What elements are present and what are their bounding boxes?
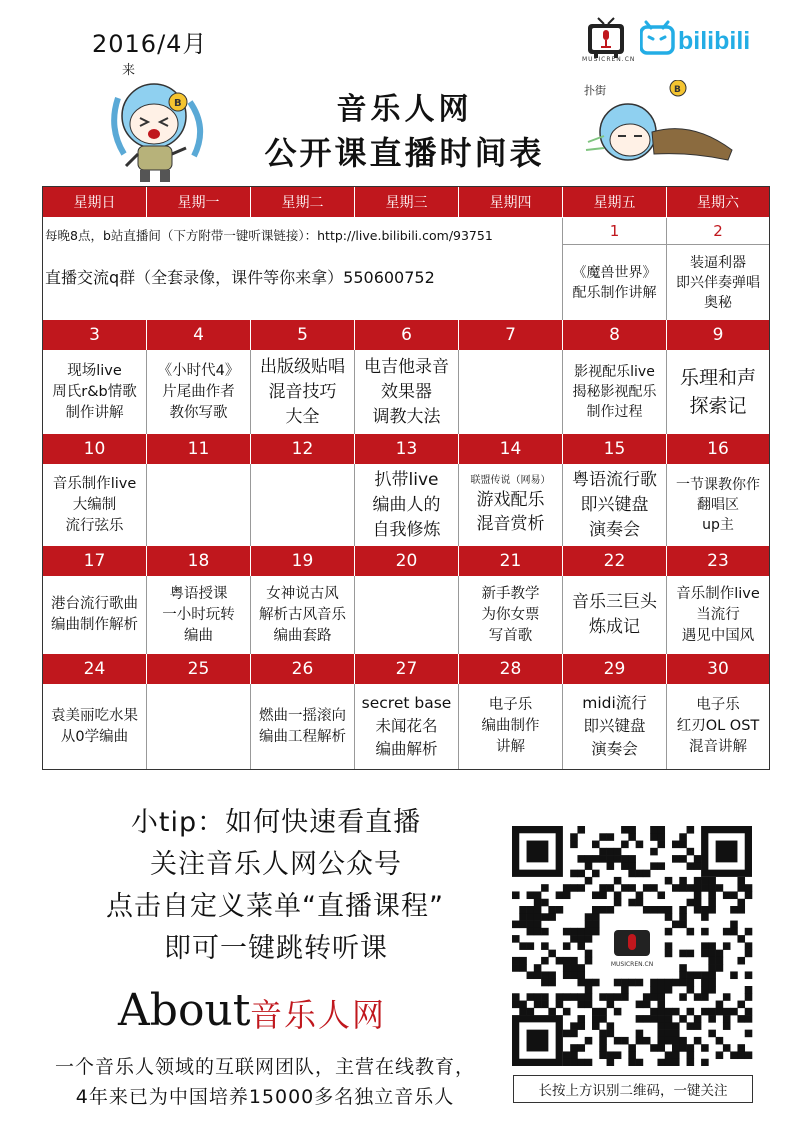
day-number: 11 <box>147 434 251 464</box>
event-cell: 港台流行歌曲 编曲制作解析 <box>43 576 147 654</box>
tv-logo-caption: MUSICREN.CN <box>582 56 636 63</box>
weekday-monday: 星期一 <box>147 187 251 217</box>
tip-line-2: 关注音乐人网公众号 <box>150 849 402 880</box>
weekday-thursday: 星期四 <box>459 187 563 217</box>
day-number: 13 <box>355 434 459 464</box>
about-label: About <box>118 985 251 1036</box>
event-cell: midi流行 即兴键盘 演奏会 <box>563 684 667 769</box>
event-cell: 影视配乐live 揭秘影视配乐 制作过程 <box>563 350 667 434</box>
qq-group-info: 直播交流q群（全套录像，课件等你来拿）550600752 <box>45 268 435 287</box>
event-cell: 粤语授课 一小时玩转 编曲 <box>147 576 251 654</box>
weekday-friday: 星期五 <box>563 187 667 217</box>
event-cell: 音乐三巨头 炼成记 <box>563 576 667 654</box>
qr-finder-pattern <box>512 1015 563 1066</box>
day-number: 24 <box>43 654 147 684</box>
weekday-sunday: 星期日 <box>43 187 147 217</box>
live-info-block <box>43 218 563 320</box>
svg-text:bilibili: bilibili <box>678 27 750 55</box>
event-cell: 新手教学 为你女票 写首歌 <box>459 576 563 654</box>
live-schedule-calendar <box>42 186 770 770</box>
event-cell <box>251 464 355 546</box>
qr-finder-pattern <box>512 826 563 877</box>
event-cell: 燃曲一摇滚向 编曲工程解析 <box>251 684 355 769</box>
event-cell: 出版级贴唱 混音技巧 大全 <box>251 350 355 434</box>
day-number: 10 <box>43 434 147 464</box>
bilibili-logo <box>640 18 750 56</box>
schedule-date: 2016/4月 <box>92 30 208 58</box>
event-note: 联盟传说（网易） <box>470 475 551 486</box>
day-number: 3 <box>43 320 147 350</box>
tip-line-3: 点击自定义菜单“直播课程” <box>106 891 444 922</box>
day-number: 1 <box>563 218 667 244</box>
event-cell: 粤语流行歌 即兴键盘 演奏会 <box>563 464 667 546</box>
event-cell <box>459 464 563 546</box>
tip-line-1: 小tip：如何快速看直播 <box>130 807 422 838</box>
event-cell: 袁美丽吃水果 从0学编曲 <box>43 684 147 769</box>
event-cell: 《小时代4》 片尾曲作者 教你写歌 <box>147 350 251 434</box>
wechat-qr-code[interactable] <box>512 826 754 1066</box>
event-cell: 《魔兽世界》 配乐制作讲解 <box>563 245 667 320</box>
weekday-tuesday: 星期二 <box>251 187 355 217</box>
event-cell <box>147 464 251 546</box>
svg-text:B: B <box>174 98 182 109</box>
day-number: 17 <box>43 546 147 576</box>
schedule-title: 公开课直播时间表 <box>264 134 545 172</box>
event-cell: 音乐制作live 大编制 流行弦乐 <box>43 464 147 546</box>
qr-center-caption: MUSICREN.CN <box>610 961 654 968</box>
day-number: 23 <box>667 546 769 576</box>
day-number: 8 <box>563 320 667 350</box>
event-cell: 电吉他录音 效果器 调教大法 <box>355 350 459 434</box>
brand-title: 音乐人网 <box>336 92 473 127</box>
day-number: 5 <box>251 320 355 350</box>
day-number: 29 <box>563 654 667 684</box>
qr-finder-pattern <box>701 826 752 877</box>
about-desc-2: 4年来已为中国培养15000多名独立音乐人 <box>75 1086 455 1108</box>
day-number: 30 <box>667 654 769 684</box>
weekday-saturday: 星期六 <box>667 187 769 217</box>
day-number: 28 <box>459 654 563 684</box>
svg-text:扑街: 扑街 <box>584 84 606 97</box>
day-number: 19 <box>251 546 355 576</box>
day-number: 16 <box>667 434 769 464</box>
event-cell <box>147 684 251 769</box>
day-number: 7 <box>459 320 563 350</box>
day-number: 21 <box>459 546 563 576</box>
event-cell: secret base 未闻花名 编曲解析 <box>355 684 459 769</box>
tip-line-4: 即可一键跳转听课 <box>164 933 388 964</box>
about-desc-1: 一个音乐人领域的互联网团队，主营在线教育， <box>54 1056 475 1078</box>
day-number: 4 <box>147 320 251 350</box>
event-cell: 乐理和声 探索记 <box>667 350 769 434</box>
day-number: 22 <box>563 546 667 576</box>
musicren-tv-logo-icon <box>586 16 626 60</box>
day-number: 15 <box>563 434 667 464</box>
event-cell: 音乐制作live 当流行 遇见中国风 <box>667 576 769 654</box>
event-cell: 装逼利器 即兴伴奏弹唱 奥秘 <box>667 245 769 320</box>
event-cell <box>459 350 563 434</box>
qr-caption: 长按上方识别二维码，一键关注 <box>513 1075 753 1103</box>
svg-text:B: B <box>674 85 681 95</box>
day-number: 27 <box>355 654 459 684</box>
day-number: 9 <box>667 320 769 350</box>
about-brand: 音乐人网 <box>250 996 387 1034</box>
day-number: 25 <box>147 654 251 684</box>
event-cell: 女神说古风 解析古风音乐 编曲套路 <box>251 576 355 654</box>
day-number: 14 <box>459 434 563 464</box>
day-number: 12 <box>251 434 355 464</box>
event-cell: 电子乐 编曲制作 讲解 <box>459 684 563 769</box>
event-cell: 现场live 周氏r&b情歌 制作讲解 <box>43 350 147 434</box>
event-cell <box>355 576 459 654</box>
event-title: 游戏配乐 混音赏析 <box>476 490 545 534</box>
event-cell: 一节课教你作 翻唱区 up主 <box>667 464 769 546</box>
day-number: 18 <box>147 546 251 576</box>
svg-text:来: 来 <box>122 63 136 78</box>
weekday-wednesday: 星期三 <box>355 187 459 217</box>
day-number: 6 <box>355 320 459 350</box>
day-number: 20 <box>355 546 459 576</box>
event-cell: 电子乐 红刃OL OST 混音讲解 <box>667 684 769 769</box>
event-cell: 扒带live 编曲人的 自我修炼 <box>355 464 459 546</box>
day-number: 26 <box>251 654 355 684</box>
day-number: 2 <box>667 218 769 244</box>
live-room-info: 每晚8点，b站直播间（下方附带一键听课链接）：http://live.bilibili.com/93751 <box>45 228 493 243</box>
